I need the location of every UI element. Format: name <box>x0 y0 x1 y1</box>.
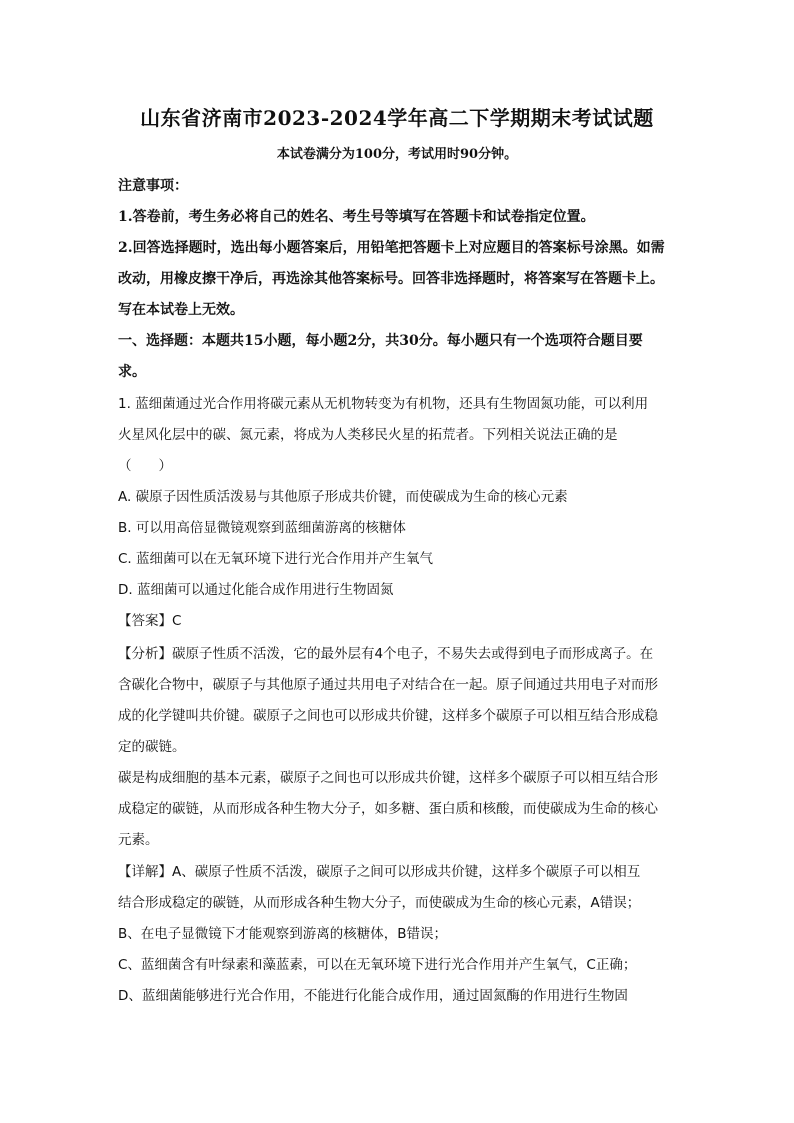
detail-line: C、蓝细菌含有叶绿素和藻蓝素，可以在无氧环境下进行光合作用并产生氧气，C正确； <box>118 957 637 973</box>
option-b: B. 可以用高倍显微镜观察到蓝细菌游离的核糖体 <box>118 520 406 536</box>
detail-line: B、在电子显微镜下才能观察到游离的核糖体，B错误； <box>118 926 448 942</box>
question-stem: 火星风化层中的碳、氮元素，将成为人类移民火星的拓荒者。下列相关说法正确的是 <box>118 427 618 443</box>
notice-item: 改动，用橡皮擦干净后，再选涂其他答案标号。回答非选择题时，将答案写在答题卡上。 <box>118 271 664 287</box>
section-heading: 一、选择题：本题共15小题，每小题2分，共30分。每小题只有一个选项符合题目要 <box>118 333 643 349</box>
notice-item: 写在本试卷上无效。 <box>118 302 244 318</box>
section-heading: 求。 <box>118 364 146 380</box>
page-title: 山东省济南市2023-2024学年高二下学期期末考试试题 <box>140 106 654 130</box>
option-d: D. 蓝细菌可以通过化能合成作用进行生物固氮 <box>118 582 394 598</box>
question-stem: 1. 蓝细菌通过光合作用将碳元素从无机物转变为有机物，还具有生物固氮功能，可以利用 <box>118 396 649 412</box>
detail-line: 【详解】A、碳原子性质不活泼，碳原子之间可以形成共价键，这样多个碳原子可以相互 <box>118 864 641 880</box>
analysis-line: 含碳化合物中，碳原子与其他原子通过共用电子对结合在一起。原子间通过共用电子对而形 <box>118 677 658 693</box>
analysis-line: 元素。 <box>118 832 159 848</box>
detail-line: 结合形成稳定的碳链，从而形成各种生物大分子，而使碳成为生命的核心元素，A错误； <box>118 895 641 911</box>
question-stem: （ ） <box>118 458 172 474</box>
analysis-line: 成的化学键叫共价键。碳原子之间也可以形成共价键，这样多个碳原子可以相互结合形成稳 <box>118 708 658 724</box>
detail-line: D、蓝细菌能够进行光合作用，不能进行化能合成作用，通过固氮酶的作用进行生物固 <box>118 988 628 1004</box>
notice-item: 2.回答选择题时，选出每小题答案后，用铅笔把答题卡上对应题目的答案标号涂黑。如需 <box>118 240 665 256</box>
option-c: C. 蓝细菌可以在无氧环境下进行光合作用并产生氧气 <box>118 551 434 567</box>
answer: 【答案】C <box>118 613 182 629</box>
analysis-line: 定的碳链。 <box>118 739 186 755</box>
notice-item: 1.答卷前，考生务必将自己的姓名、考生号等填写在答题卡和试卷指定位置。 <box>118 209 595 225</box>
notice-heading: 注意事项： <box>118 178 188 194</box>
analysis-line: 【分析】碳原子性质不活泼，它的最外层有4个电子，不易失去或得到电子而形成离子。在 <box>118 646 654 662</box>
option-a: A. 碳原子因性质活泼易与其他原子形成共价键，而使碳成为生命的核心元素 <box>118 489 568 505</box>
exam-info: 本试卷满分为100分，考试用时90分钟。 <box>276 147 518 162</box>
analysis-line: 成稳定的碳链，从而形成各种生物大分子，如多糖、蛋白质和核酸，而使碳成为生命的核心 <box>118 801 658 817</box>
analysis-line: 碳是构成细胞的基本元素，碳原子之间也可以形成共价键，这样多个碳原子可以相互结合形 <box>118 770 658 786</box>
